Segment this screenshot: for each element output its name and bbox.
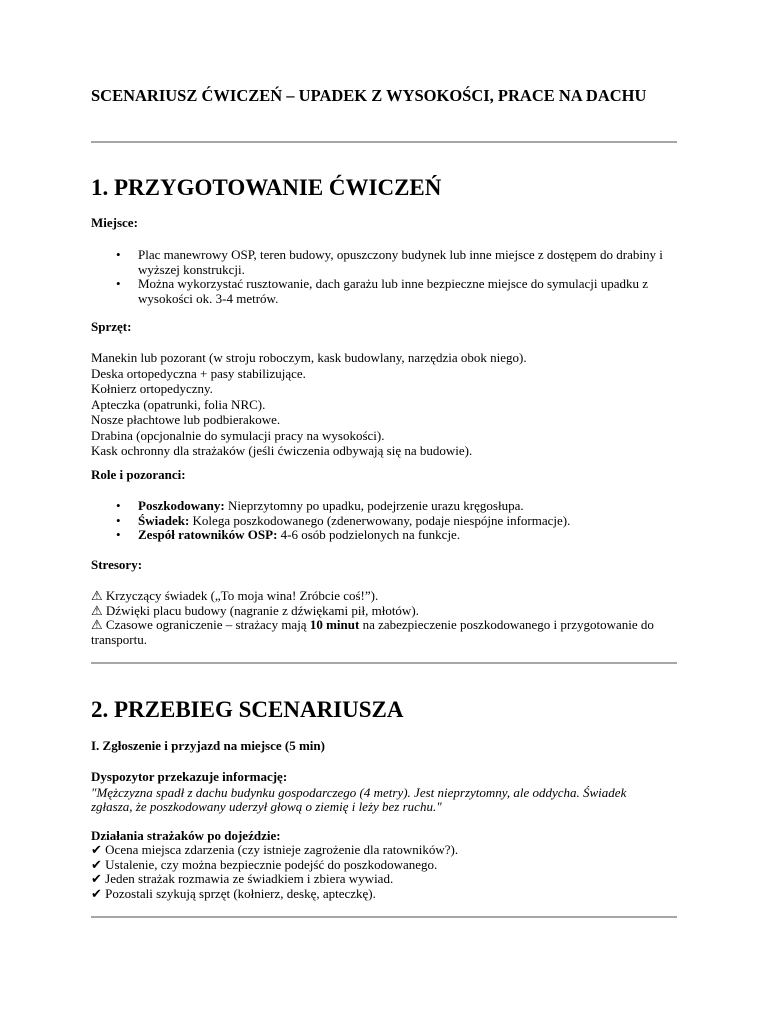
list-item: Kołnierz ortopedyczny. (91, 381, 213, 396)
stresory-list (91, 589, 671, 618)
list-item: Manekin lub pozorant (w stroju roboczym, kask budowlany, narzędzia obok niego). (91, 350, 527, 365)
list-item: ⚠ Krzyczący świadek („To moja wina! Zróbcie coś!”). (91, 588, 379, 603)
list-item: Drabina (opcjonalnie do symulacji pracy na wysokości). (91, 427, 385, 443)
list-item: • Świadek: Kolega poszkodowanego (zdenerwowany, podaje niespójne informacje). (91, 514, 671, 529)
list-item: ⚠ Dźwięki placu budowy (nagranie z dźwiękami pił, młotów). (91, 602, 419, 618)
dispatcher-quote: "Mężczyzna spadł z dachu budynku gospodarczego (4 metry). Jest nieprzytomny, ale oddycha. Świadek zgłasza, że poszkodowany uderzył głową o ziemię i leży bez ruchu." (91, 784, 627, 814)
warning-icon: ⚠ (91, 602, 103, 618)
role-label: Role i pozoranci: (91, 467, 186, 482)
actions-label: Działania strażaków po dojeździe: (91, 828, 281, 843)
list-item: ✔ Jeden strażak rozmawia ze świadkiem i zbiera wywiad. (91, 871, 394, 886)
list-item: ✔ Ocena miejsca zdarzenia (czy istnieje zagrożenie dla ratowników?). (91, 842, 459, 857)
section1-heading: 1. PRZYGOTOWANIE ĆWICZEŃ (91, 175, 442, 200)
list-item: • Zespół ratowników OSP: 4-6 osób podzielonych na funkcje. (91, 528, 671, 543)
miejsce-list (91, 248, 671, 306)
check-icon: ✔ (91, 871, 102, 886)
dispatcher-label: Dyspozytor przekazuje informację: (91, 769, 288, 784)
sprzet-list (91, 351, 671, 460)
divider (91, 141, 677, 143)
divider (91, 916, 677, 918)
list-item: • Można wykorzystać rusztowanie, dach garażu lub inne bezpieczne miejsce do symulacji upadku z wysokości ok. 3-4 metrów. (91, 277, 671, 306)
warning-icon: ⚠ (91, 588, 103, 603)
list-item: Nosze płachtowe lub podbierakowe. (91, 412, 281, 427)
warning-icon: ⚠ (91, 617, 103, 632)
list-item: ⚠ Czasowe ograniczenie – strażacy mają 10 minut na zabezpieczenie poszkodowanego i przygotowanie do transportu. (91, 617, 654, 647)
check-icon: ✔ (91, 842, 102, 857)
subsection-heading: I. Zgłoszenie i przyjazd na miejsce (5 min) (91, 738, 325, 753)
list-item: ✔ Pozostali szykują sprzęt (kołnierz, deskę, apteczkę). (91, 885, 376, 901)
list-item: Apteczka (opatrunki, folia NRC). (91, 396, 266, 412)
divider (91, 662, 677, 664)
actions-list (91, 843, 671, 901)
check-icon: ✔ (91, 856, 102, 872)
list-item: Deska ortopedyczna + pasy stabilizujące. (91, 365, 306, 381)
role-list (91, 499, 671, 543)
dispatcher-block (91, 770, 671, 815)
sprzet-label: Sprzęt: (91, 319, 132, 334)
section2-heading: 2. PRZEBIEG SCENARIUSZA (91, 697, 404, 722)
check-icon: ✔ (91, 885, 102, 901)
list-item: • Poszkodowany: Nieprzytomny po upadku, podejrzenie urazu kręgosłupa. (91, 499, 671, 514)
list-item: Kask ochronny dla strażaków (jeśli ćwiczenia odbywają się na budowie). (91, 443, 473, 458)
document-title: SCENARIUSZ ĆWICZEŃ – UPADEK Z WYSOKOŚCI, PRACE NA DACHU (91, 86, 647, 105)
stresory-label: Stresory: (91, 557, 143, 572)
list-item: ✔ Ustalenie, czy można bezpiecznie podejść do poszkodowanego. (91, 856, 438, 872)
list-item: • Plac manewrowy OSP, teren budowy, opuszczony budynek lub inne miejsce z dostępem do drabiny i wyższej konstrukcji. (91, 248, 671, 277)
miejsce-label: Miejsce: (91, 215, 138, 230)
